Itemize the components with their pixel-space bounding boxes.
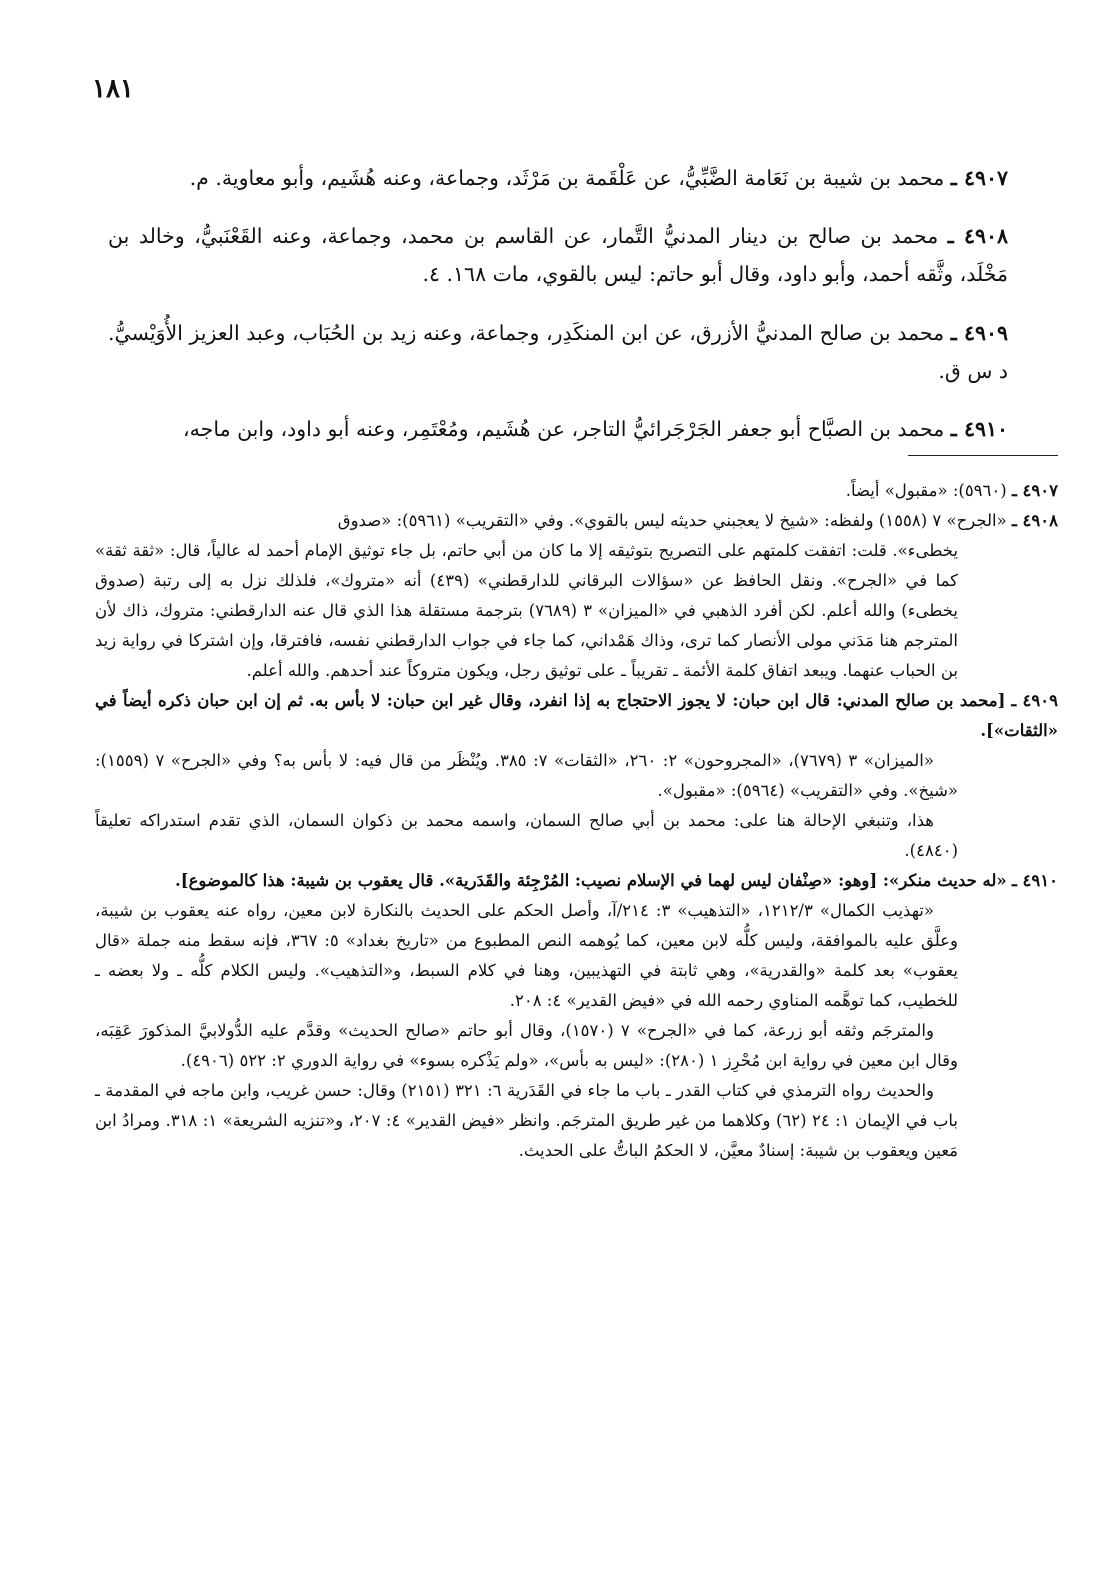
note-paragraph: «تهذيب الكمال» ١٢١٢/٣، «التذهيب» ٣: ٢١٤/آ، وأصل الحكم على الحديث بالنكارة لابن معين، رواه عنه يعقوب بن شيبة، وعلَّق عليه بالموافقة، وليس كلُّه لابن معين، كما يُوهمه النص المطبوع من «تاريخ بغداد» ٥: ٣٦٧، فإنه سقط منه جملة «قال يعقوب» بعد كلمة «والقدرية»، وهي ثابتة في التهذيبين، وهنا في كلام السبط، و«التذهيب». وليس الكلام كلُّه ـ ولا بعضه ـ للخطيب، كما توهَّمه المناوي رحمه الله في «فيض القدير» ٤: ٢٠٨. bbox=[95, 901, 958, 1010]
note-text: (٥٩٦٠): «مقبول» أيضاً. bbox=[845, 481, 1007, 500]
entry-text: محمد بن صالح بن دينار المدنيُّ التَّمار، عن القاسم بن محمد، وجماعة، وعنه القَعْنَبيُّ، وخالد بن مَخْلَد، وثَّقه أحمد، وأبو داود، وقال أبو حاتم: ليس بالقوي، مات ١٦٨. ٤. bbox=[108, 224, 1008, 286]
entry-number: ٤٩٠٧ ـ bbox=[950, 165, 1008, 190]
entry-text: محمد بن صالح المدنيُّ الأزرق، عن ابن المنكَدِر، وجماعة، وعنه زيد بن الحُبَاب، وعبد العزيز الأُوَيْسيُّ. د س ق. bbox=[108, 320, 1008, 383]
note-4910 bbox=[95, 866, 1058, 896]
note-number: ٤٩٠٧ ـ bbox=[1011, 481, 1058, 500]
note-number: ٤٩١٠ ـ bbox=[1011, 871, 1058, 890]
note-text: «الجرح» ٧ (١٥٥٨) ولفظه: «شيخ لا يعجبني حديثه ليس بالقوي». وفي «التقريب» (٥٩٦١): «صدوق bbox=[337, 511, 1007, 530]
entry-number: ٤٩٠٨ ـ bbox=[947, 224, 1008, 248]
entry-4908 bbox=[108, 217, 1008, 293]
note-paragraph bbox=[95, 536, 1058, 686]
note-paragraph: والحديث رواه الترمذي في كتاب القدر ـ باب ما جاء في القَدَرية ٦: ٣٢١ (٢١٥١) وقال: حسن غريب، وابن ماجه في المقدمة ـ باب في الإيمان ١: ٢٤ (٦٢) وكلاهما من غير طريق المترجَم. وانظر «فيض القدير» ٤: ٢٠٧، و«تنزيه الشريعة» ١: ٣١٨. ومرادُ ابن مَعين ويعقوب بن شيبة: إسنادٌ معيَّن، لا الحكمُ الباتُّ على الحديث. bbox=[95, 1081, 958, 1160]
entry-4910 bbox=[108, 410, 1008, 448]
entry-number: ٤٩١٠ ـ bbox=[950, 417, 1008, 441]
note-paragraph: والمترجَم وثقه أبو زرعة، كما في «الجرح» ٧ (١٥٧٠)، وقال أبو حاتم «صالح الحديث» وقدَّم عليه الدُّولابيَّ المذكورَ عَقِبَه، وقال ابن معين في رواية ابن مُحْرِز ١ (٢٨٠): «ليس به بأس»، «ولم يَذْكره بسوء» في رواية الدوري ٢: ٥٢٢ (٤٩٠٦). bbox=[95, 1021, 958, 1070]
note-lead: «له حديث منكر»: [وهو: «صِنْفان ليس لهما في الإسلام نصيب: المُرْجِئة والقَدَرية». قال يعقوب بن شيبة: هذا كالموضوع]. bbox=[175, 871, 1007, 890]
note-text: قلت: اتفقت كلمتهم على التصريح بتوثيقه إلا ما كان من أبي حاتم، بل جاء توثيق الإمام أحمد له عالياً، قال: «ثقة ثقة» كما في «الجرح». ونقل الحافظ عن «سؤالات البرقاني للدارقطني» (٤٣٩) أنه «متروك»، فلذلك نزل به إلى رتبة (صدوق يخطىء) والله أعلم. لكن أفرد الذهبي في «الميزان» ٣ (٧٦٨٩) بترجمة مستقلة هذا الذي قال عنه الدارقطني: متروك، ذاك لأن المترجم هنا مَدَني مولى الأنصار كما ترى، وذاك هَمْداني، كما جاء في جواب الدارقطني نفسه، فافترقا، وإن اشتركا في رواية زيد بن الحباب عنهما. ويبعد اتفاق كلمة الأئمة ـ تقريباً ـ على توثيق رجل، ويكون متروكاً عند أحدهم. والله أعلم. bbox=[95, 541, 958, 680]
page-number: ١٨١ bbox=[92, 74, 134, 104]
note-4907 bbox=[95, 476, 1058, 506]
note-4909 bbox=[95, 686, 1058, 746]
note-4908 bbox=[95, 506, 1058, 536]
note-number: ٤٩٠٩ ـ bbox=[1011, 691, 1058, 710]
entry-text: محمد بن الصبَّاح أبو جعفر الجَرْجَرائيُّ التاجر، عن هُشَيم، ومُعْتَمِر، وعنه أبو داود، وابن ماجه، bbox=[183, 417, 945, 441]
entry-4909 bbox=[108, 314, 1008, 390]
entry-4907 bbox=[108, 159, 1008, 197]
footnote-divider bbox=[908, 455, 1058, 456]
note-paragraph: «الميزان» ٣ (٧٦٧٩)، «المجروحون» ٢: ٢٦٠، «الثقات» ٧: ٣٨٥. ويُنْظَر من قال فيه: لا بأس به؟ وفي «الجرح» ٧ (١٥٥٩): «شيخ». وفي «التقريب» (٥٩٦٤): «مقبول». bbox=[95, 751, 958, 800]
entry-text: محمد بن شيبة بن نَعَامة الضَّبِّيُّ، عن عَلْقَمة بن مَرْثَد، وجماعة، وعنه هُشَيم، وأبو معاوية. م. bbox=[189, 165, 945, 190]
note-text: يخطىء». bbox=[892, 541, 958, 560]
footnotes bbox=[95, 476, 1058, 1166]
note-paragraph: هذا، وتنبغي الإحالة هنا على: محمد بن أبي صالح السمان، واسمه محمد بن ذكوان السمان، الذي تقدم استدراكه تعليقاً (٤٨٤٠). bbox=[95, 811, 958, 860]
note-lead: [محمد بن صالح المدني: قال ابن حبان: لا يجوز الاحتجاج به إذا انفرد، وقال غير ابن حبان: لا بأس به. ثم إن ابن حبان ذكره أيضاً في «الثقات»]. bbox=[95, 691, 1058, 740]
main-entries bbox=[108, 138, 1008, 458]
entry-number: ٤٩٠٩ ـ bbox=[950, 320, 1008, 345]
note-number: ٤٩٠٨ ـ bbox=[1011, 511, 1058, 530]
